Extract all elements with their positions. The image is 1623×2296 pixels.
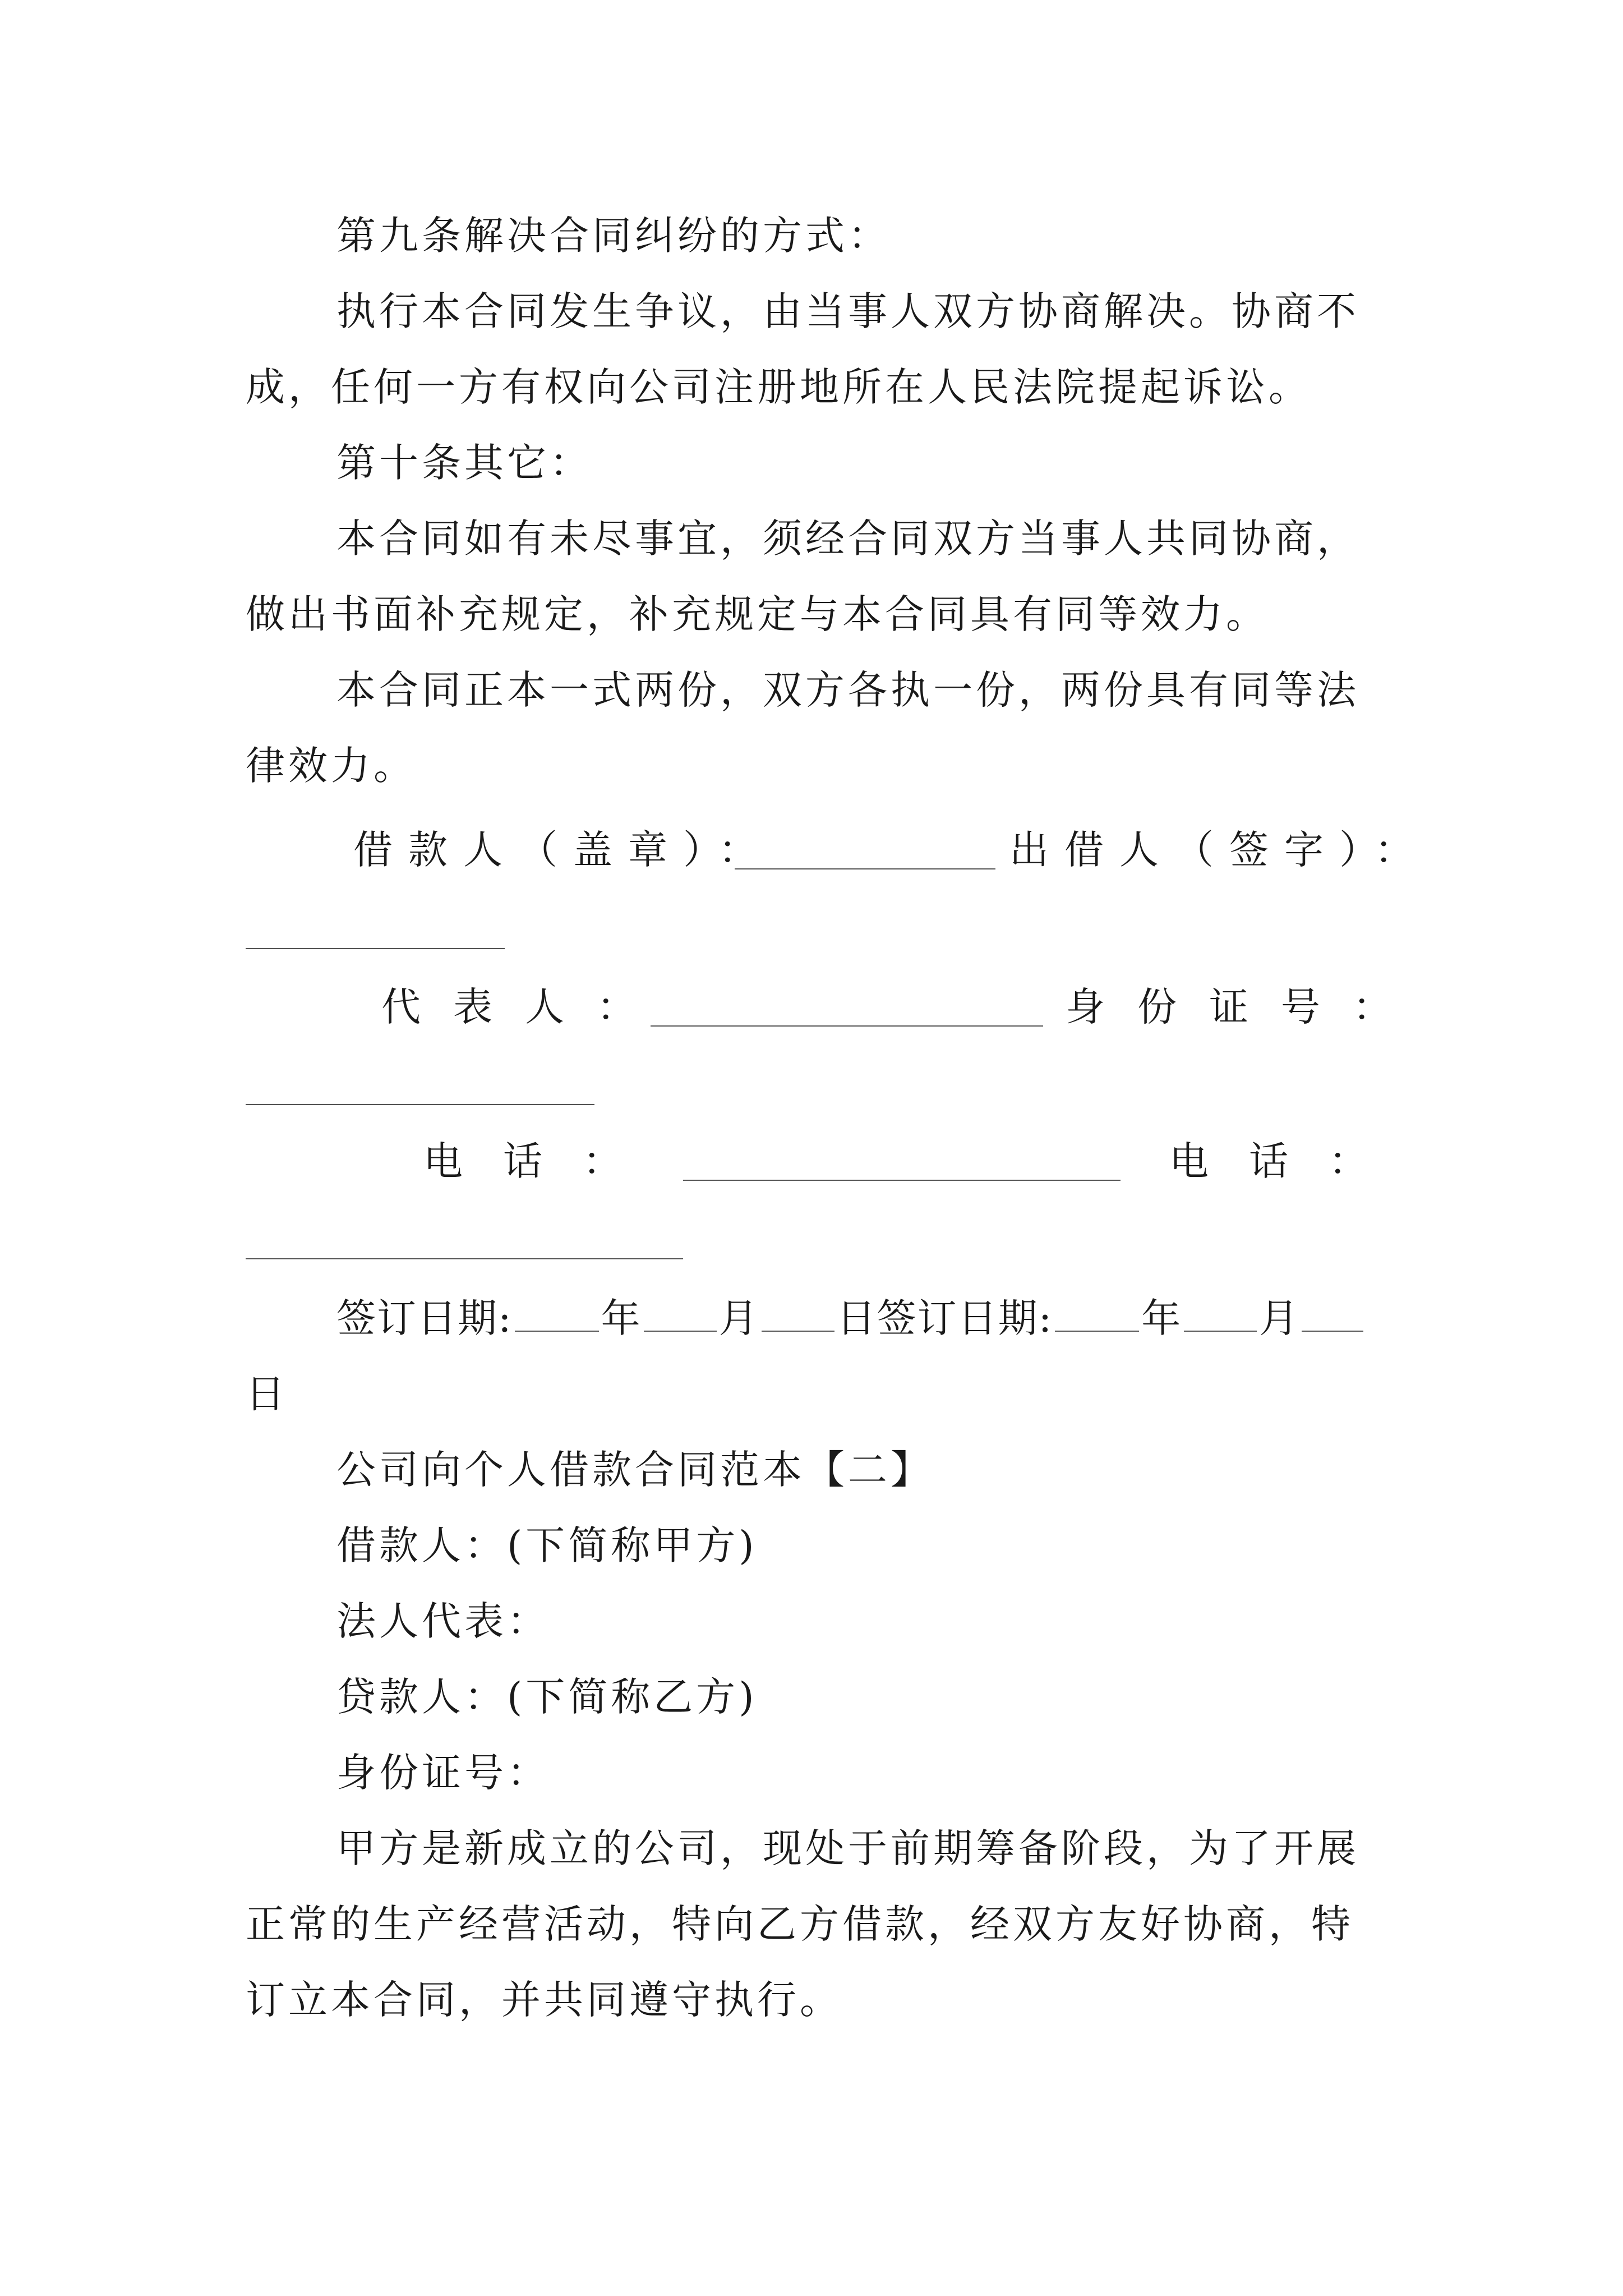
article10-title: 第十条其它： (336, 440, 592, 486)
section2-paragraph-line2: 正常的生产经营活动，特向乙方借款，经双方友好协商，特 (246, 1901, 1354, 1947)
date-month-blank-left (644, 1331, 717, 1332)
id-number-blank (246, 1104, 594, 1105)
id-number-label: 身份证号： (1066, 984, 1424, 1030)
date-year-left: 年 (601, 1295, 642, 1341)
section2-borrower: 借款人：(下简称甲方) (336, 1522, 758, 1568)
date-day-and-label-right: 日签订日期: (836, 1295, 1053, 1341)
signing-date-label-left: 签订日期: (336, 1295, 513, 1341)
article9-title: 第九条解决合同纠纷的方式： (336, 213, 891, 259)
section2-title: 公司向个人借款合同范本【二】 (336, 1447, 933, 1493)
phone-blank-left (683, 1180, 1121, 1181)
section2-paragraph-line1: 甲方是新成立的公司，现处于前期筹备阶段，为了开展 (336, 1825, 1359, 1871)
date-year-right: 年 (1141, 1295, 1182, 1341)
section2-paragraph-line3: 订立本合同，并共同遵守执行。 (246, 1977, 842, 2023)
phone-blank-right (246, 1258, 683, 1259)
borrower-seal-label: 借款人（盖章）： (353, 827, 773, 873)
date-month-right: 月 (1259, 1295, 1300, 1341)
borrower-seal-blank (735, 868, 995, 869)
date-month-left: 月 (718, 1295, 759, 1341)
date-day-blank-right (1302, 1331, 1363, 1332)
article10-paragraph1-line2: 做出书面补充规定，补充规定与本合同具有同等效力。 (246, 591, 1269, 637)
representative-blank (651, 1025, 1043, 1027)
section2-id-number: 身份证号： (336, 1750, 550, 1796)
signing-date-line (336, 1290, 1366, 1346)
article9-paragraph-line1: 执行本合同发生争议，由当事人双方协商解决。协商不 (336, 288, 1359, 334)
article10-paragraph1-line1: 本合同如有未尽事宜，须经合同双方当事人共同协商， (336, 516, 1359, 562)
phone-label-right: 电话： (1169, 1138, 1408, 1184)
date-year-blank-right (1055, 1331, 1139, 1332)
date-month-blank-right (1184, 1331, 1257, 1332)
phone-label-left: 电话： (423, 1138, 662, 1184)
article9-paragraph-line2: 成，任何一方有权向公司注册地所在人民法院提起诉讼。 (246, 364, 1311, 410)
date-year-blank-left (515, 1331, 599, 1332)
date-day-right: 日 (246, 1371, 288, 1417)
representative-label: 代表人： (381, 984, 668, 1030)
lender-signature-label: 出借人（签字）： (1009, 827, 1430, 873)
section2-lender: 贷款人：(下简称乙方) (336, 1674, 758, 1720)
article10-paragraph2-line1: 本合同正本一式两份，双方各执一份，两份具有同等法 (336, 667, 1359, 713)
lender-signature-blank (246, 948, 505, 949)
date-day-blank-left (762, 1331, 834, 1332)
section2-legal-representative: 法人代表： (336, 1598, 550, 1644)
article10-paragraph2-line2: 律效力。 (246, 743, 416, 789)
